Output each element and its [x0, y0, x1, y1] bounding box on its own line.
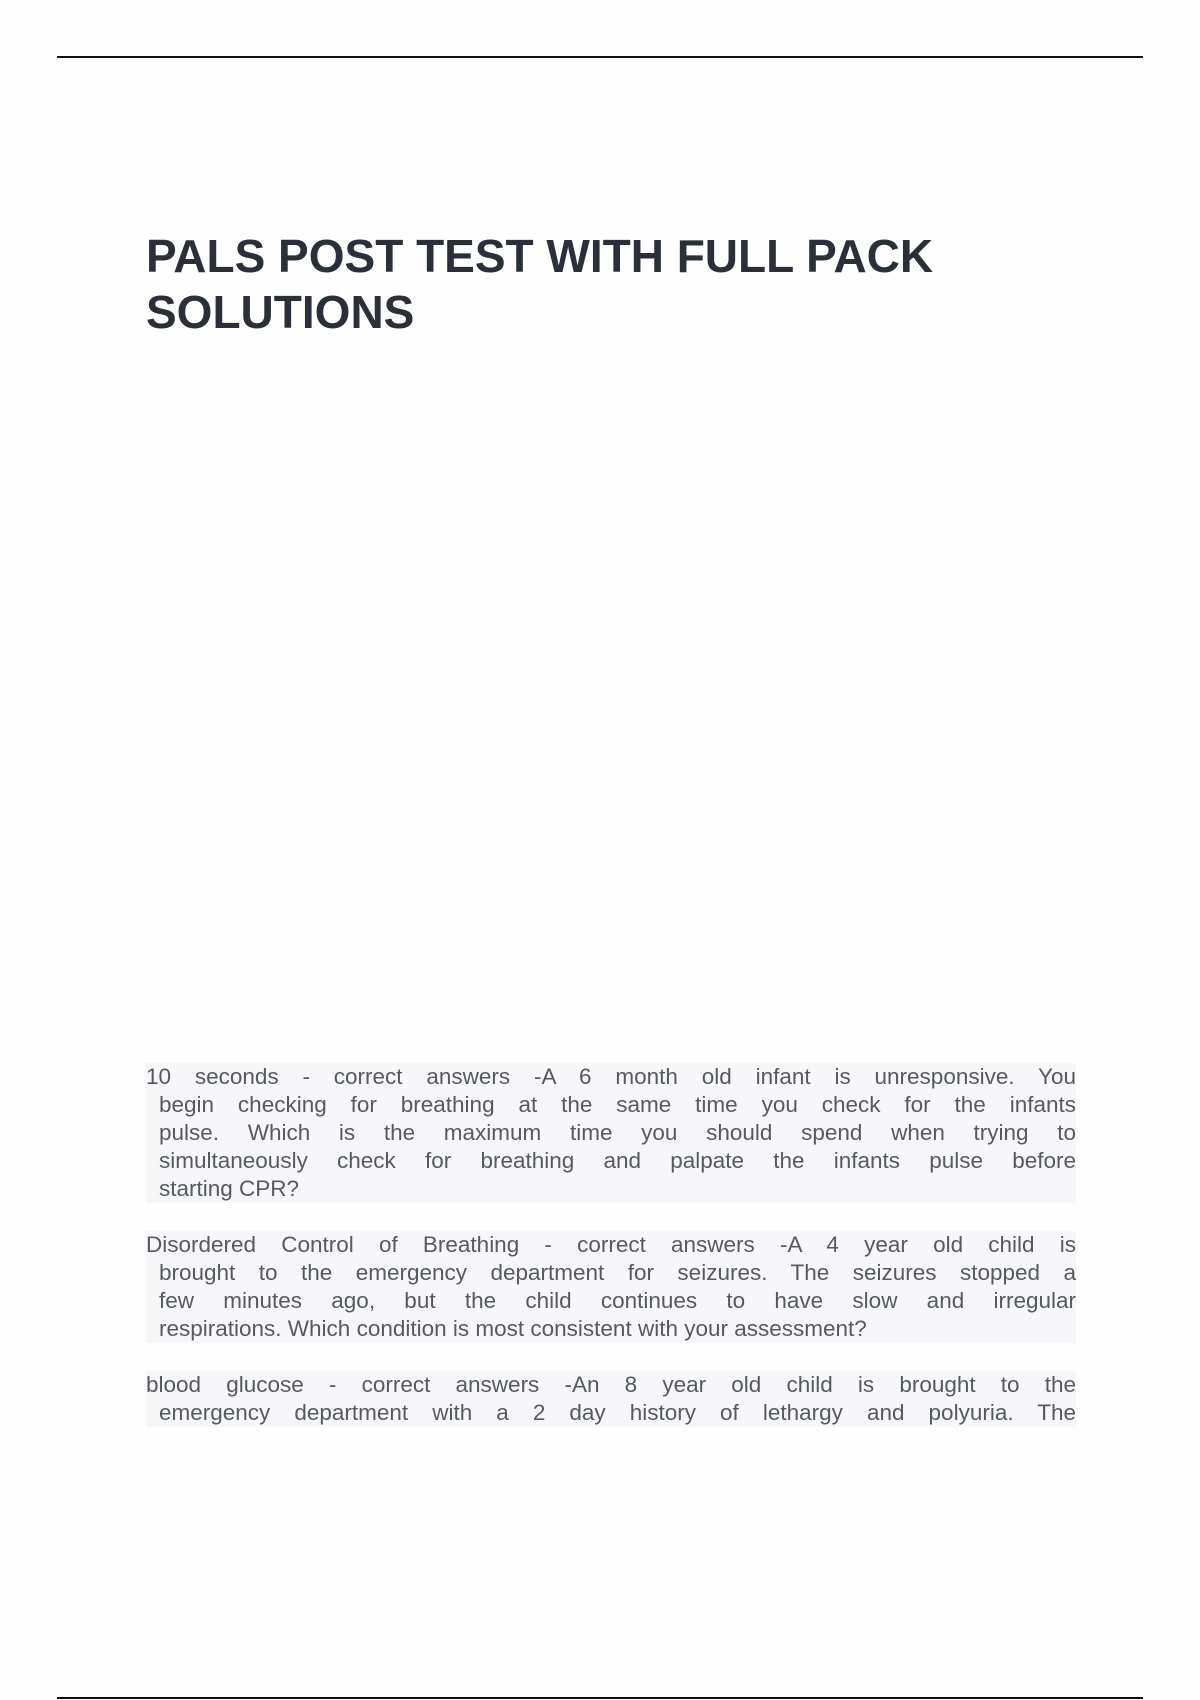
header-rule [57, 56, 1143, 58]
qa-line: blood glucose - correct answers -An 8 year old child is brought to the [146, 1372, 1076, 1397]
title-line: SOLUTIONS [146, 286, 415, 338]
title-line: PALS POST TEST WITH FULL PACK [146, 230, 934, 282]
qa-line: brought to the emergency department for seizures. The seizures stopped a [146, 1259, 1076, 1287]
qa-item [146, 1231, 1076, 1343]
qa-list [146, 1063, 1076, 1455]
qa-line: respirations. Which condition is most consistent with your assessment? [146, 1315, 1076, 1343]
document-title [146, 228, 1046, 340]
qa-item [146, 1063, 1076, 1203]
qa-line: begin checking for breathing at the same time you check for the infants [146, 1091, 1076, 1119]
qa-item [146, 1371, 1076, 1427]
qa-line: 10 seconds - correct answers -A 6 month old infant is unresponsive. You [146, 1064, 1076, 1089]
qa-line: starting CPR? [146, 1175, 1076, 1203]
qa-line: simultaneously check for breathing and palpate the infants pulse before [146, 1147, 1076, 1175]
qa-line: few minutes ago, but the child continues to have slow and irregular [146, 1287, 1076, 1315]
qa-line: pulse. Which is the maximum time you should spend when trying to [146, 1119, 1076, 1147]
qa-line: Disordered Control of Breathing - correct answers -A 4 year old child is [146, 1232, 1076, 1257]
footer-rule [57, 1697, 1143, 1699]
qa-line: emergency department with a 2 day history of lethargy and polyuria. The [146, 1399, 1076, 1427]
